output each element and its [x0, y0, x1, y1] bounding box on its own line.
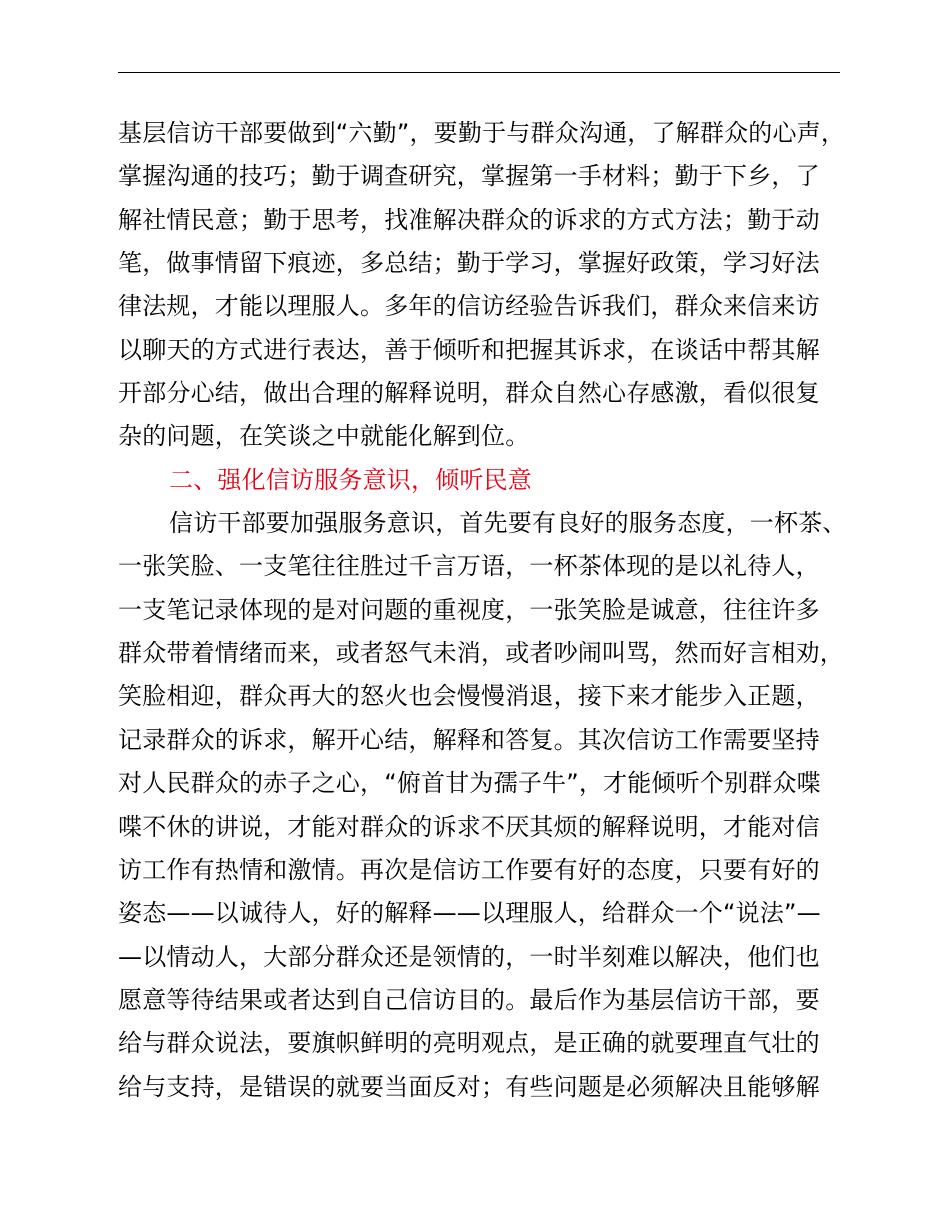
paragraph-line: 开部分心结，做出合理的解释说明，群众自然心存感激，看似很复: [118, 379, 820, 408]
paragraph-line: 笑脸相迎，群众再大的怒火也会慢慢消退，接下来才能步入正题，: [118, 682, 820, 711]
paragraph-line: 访工作有热情和激情。再次是信访工作要有好的态度，只要有好的: [118, 855, 820, 884]
header-rule: [118, 72, 840, 73]
paragraph-line: 愿意等待结果或者达到自己信访目的。最后作为基层信访干部，要: [118, 985, 820, 1014]
paragraph-line: 杂的问题，在笑谈之中就能化解到位。: [118, 422, 530, 451]
paragraph-line: 一张笑脸、一支笔往往胜过千言万语，一杯茶体现的是以礼待人，: [118, 552, 820, 581]
paragraph-line: 一支笔记录体现的是对问题的重视度，一张笑脸是诚意，往往许多: [118, 595, 820, 624]
section-heading: 二、强化信访服务意识，倾听民意: [169, 465, 532, 494]
paragraph-line: 掌握沟通的技巧；勤于调查研究，掌握第一手材料；勤于下乡，了: [118, 162, 820, 191]
paragraph-line: 信访干部要加强服务意识，首先要有良好的服务态度，一杯茶、: [169, 509, 847, 538]
paragraph-line: —以情动人，大部分群众还是领情的，一时半刻难以解决，他们也: [118, 942, 820, 971]
paragraph-line: 记录群众的诉求，解开心结，解释和答复。其次信访工作需要坚持: [118, 725, 820, 754]
paragraph-line: 解社情民意；勤于思考，找准解决群众的诉求的方式方法；勤于动: [118, 205, 820, 234]
paragraph-line: 笔，做事情留下痕迹，多总结；勤于学习，掌握好政策，学习好法: [118, 249, 820, 278]
paragraph-line: 给与群众说法，要旗帜鲜明的亮明观点，是正确的就要理直气壮的: [118, 1029, 820, 1058]
paragraph-line: 基层信访干部要做到“六勤”，要勤于与群众沟通，了解群众的心声，: [118, 119, 846, 147]
paragraph-line: 律法规，才能以理服人。多年的信访经验告诉我们，群众来信来访: [118, 292, 820, 321]
paragraph-line: 群众带着情绪而来，或者怒气未消，或者吵闹叫骂，然而好言相劝，: [118, 639, 844, 668]
paragraph-line: 以聊天的方式进行表达，善于倾听和把握其诉求，在谈话中帮其解: [118, 335, 820, 364]
paragraph-line: 对人民群众的赤子之心，“俯首甘为孺子牛”，才能倾听个别群众喋: [118, 769, 821, 798]
paragraph-line: 给与支持，是错误的就要当面反对；有些问题是必须解决且能够解: [118, 1072, 820, 1101]
document-body: [118, 112, 847, 1109]
paragraph-line: 喋不休的讲说，才能对群众的诉求不厌其烦的解释说明，才能对信: [118, 812, 820, 841]
paragraph-line: 姿态——以诚待人，好的解释——以理服人，给群众一个“说法”—: [118, 899, 821, 928]
